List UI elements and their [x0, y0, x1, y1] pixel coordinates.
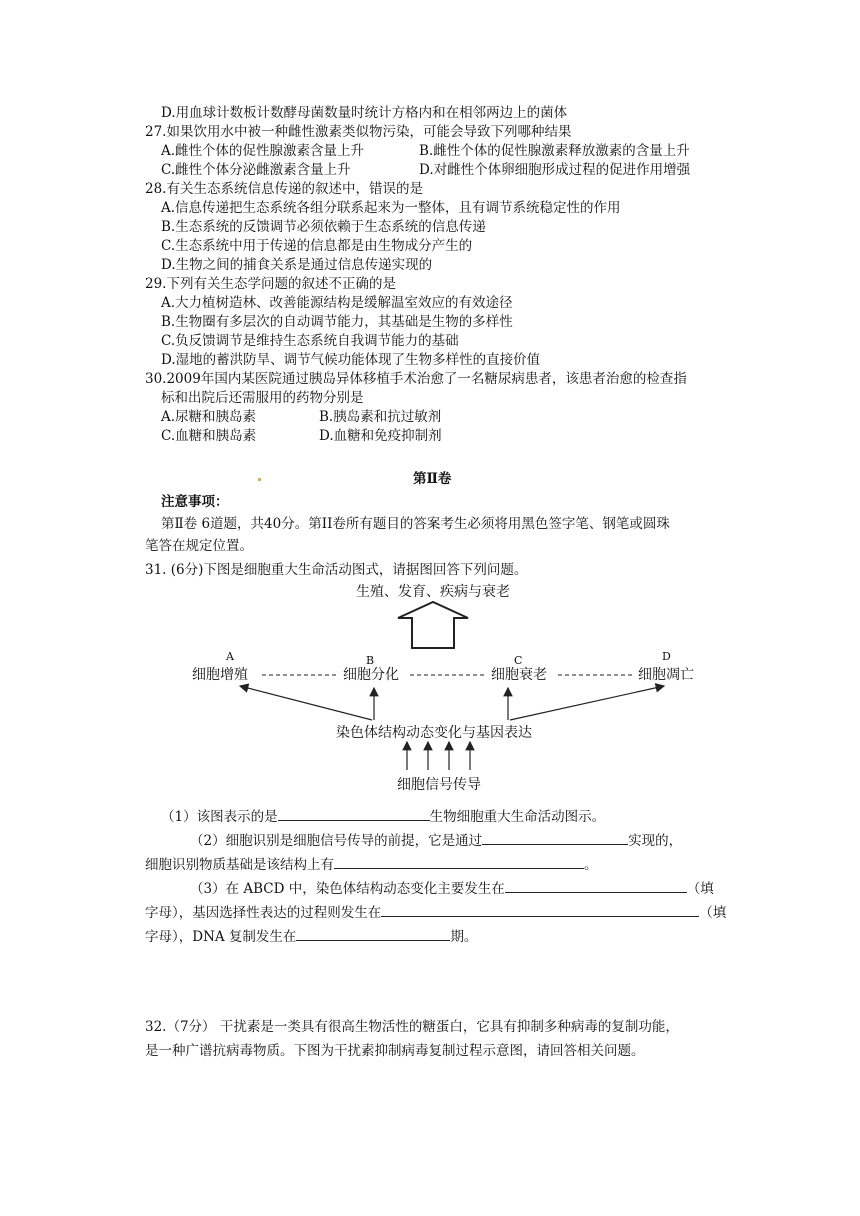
q31-sub2-blank1[interactable]	[482, 830, 628, 845]
q28-stem: 28.有关生态系统信息传递的叙述中，错误的是	[145, 181, 423, 197]
arrow-to-d	[510, 686, 664, 720]
q29-option-a: A.大力植树造林、改善能源结构是缓解温室效应的有效途径	[161, 295, 513, 311]
q31-sub2-prefix: （2）细胞识别是细胞信号传导的前提，它是通过	[190, 833, 483, 849]
section-title: 第Ⅱ卷	[413, 471, 452, 487]
q29-option-d: D.湿地的蓄洪防旱、调节气候功能体现了生物多样性的直接价值	[161, 352, 541, 368]
diagram-bottom-label: 细胞信号传导	[397, 777, 481, 793]
q31-sub1	[161, 806, 605, 827]
q29-option-c: C.负反馈调节是维持生态系统自我调节能力的基础	[161, 333, 459, 349]
q30-option-b: B.胰岛素和抗过敏剂	[319, 409, 442, 425]
q31-sub2	[190, 830, 682, 851]
q28-option-b: B.生态系统的反馈调节必须依赖于生态系统的信息传递	[161, 219, 486, 235]
q32-line2: 是一种广谱抗病毒物质。下图为干扰素抑制病毒复制过程示意图，请回答相关问题。	[145, 1043, 645, 1059]
q31-sub3-cont1	[145, 902, 726, 923]
q31-sub2-end: 。	[584, 857, 598, 873]
letter-d: D	[662, 650, 671, 663]
q31-sub2-cont	[145, 854, 598, 875]
q31-sub3-fill2: （填	[699, 905, 727, 921]
q31-sub3-cont2	[145, 926, 477, 947]
q31-sub3-blank1[interactable]	[505, 878, 687, 893]
notice-line2: 笔答在规定位置。	[145, 538, 253, 554]
q32-line1: 32.（7分） 干扰素是一类具有很高生物活性的糖蛋白，它具有抑制多种病毒的复制功能，	[145, 1019, 679, 1035]
q31-sub1-suffix: 生物细胞重大生命活动图示。	[429, 809, 606, 825]
notice-line1: 第Ⅱ卷 6道题，共40分。第II卷所有题目的答案考生必须将用黑色签字笔、钢笔或圆珠	[161, 516, 670, 532]
q27-stem: 27.如果饮用水中被一种雌性激素类似物污染，可能会导致下列哪种结果	[145, 124, 572, 140]
q26-option-d: D.用血球计数板计数酵母菌数量时统计方格内和在相邻两边上的菌体	[161, 105, 568, 121]
q28-option-c: C.生态系统中用于传递的信息都是由生物成分产生的	[161, 238, 473, 254]
label-apoptosis: 细胞凋亡	[638, 667, 694, 683]
q31-sub2-prefix2: 细胞识别物质基础是该结构上有	[145, 857, 334, 873]
q31-sub1-blank[interactable]	[278, 806, 430, 821]
letter-b: B	[366, 654, 375, 667]
q27-option-a: A.雌性个体的促性腺激素含量上升	[161, 143, 365, 159]
q30-stem-line1: 30.2009年国内某医院通过胰岛异体移植手术治愈了一名糖尿病患者，该患者治愈的检查指	[145, 371, 687, 387]
q31-sub3-prefix3: 字母），DNA 复制发生在	[145, 929, 297, 945]
q31-sub2-mid: 实现的，	[628, 833, 683, 849]
q31-sub1-prefix: （1）该图表示的是	[161, 809, 278, 825]
q31-sub3-prefix2: 字母），基因选择性表达的过程则发生在	[145, 905, 382, 921]
q31-sub3	[190, 878, 714, 899]
diagram-top-label: 生殖、发育、疾病与衰老	[356, 584, 510, 600]
q29-option-b: B.生物圈有多层次的自动调节能力，其基础是生物的多样性	[161, 314, 513, 330]
q30-stem-line2: 标和出院后还需服用的药物分别是	[161, 390, 364, 406]
q30-option-a: A.尿糖和胰岛素	[161, 409, 257, 425]
q28-option-d: D.生物之间的捕食关系是通过信息传递实现的	[161, 257, 433, 273]
q31-sub3-blank2[interactable]	[381, 902, 699, 917]
label-senescence: 细胞衰老	[491, 667, 547, 683]
letter-c: C	[514, 654, 523, 667]
q27-option-c: C.雌性个体分泌雌激素含量上升	[161, 162, 351, 178]
q31-sub3-fill1: （填	[686, 881, 714, 897]
q31-sub3-blank3[interactable]	[296, 926, 450, 941]
letter-a: A	[226, 650, 234, 663]
q29-stem: 29.下列有关生态学问题的叙述不正确的是	[145, 276, 396, 292]
q27-option-b: B.雌性个体的促性腺激素释放激素的含量上升	[419, 143, 690, 159]
arrow-to-a	[240, 686, 372, 720]
q31-sub2-blank2[interactable]	[334, 854, 584, 869]
diagram-middle-label: 染色体结构动态变化与基因表达	[336, 725, 532, 741]
q31-sub3-end: 期。	[450, 929, 478, 945]
label-proliferation: 细胞增殖	[192, 667, 248, 683]
q28-option-a: A.信息传递把生态系统各组分联系起来为一整体，且有调节系统稳定性的作用	[161, 200, 621, 216]
q30-option-c: C.血糖和胰岛素	[161, 428, 257, 444]
label-differentiation: 细胞分化	[343, 667, 399, 683]
q27-option-d: D.对雌性个体卵细胞形成过程的促进作用增强	[419, 162, 691, 178]
q31-sub3-prefix: （3）在 ABCD 中，染色体结构动态变化主要发生在	[190, 881, 505, 897]
big-up-arrow	[398, 602, 468, 648]
notice-title: 注意事项：	[161, 494, 229, 510]
q30-option-d: D.血糖和免疫抑制剂	[319, 428, 442, 444]
q31-stem: 31. (6分)下图是细胞重大生命活动图式，请据图回答下列问题。	[145, 562, 528, 578]
